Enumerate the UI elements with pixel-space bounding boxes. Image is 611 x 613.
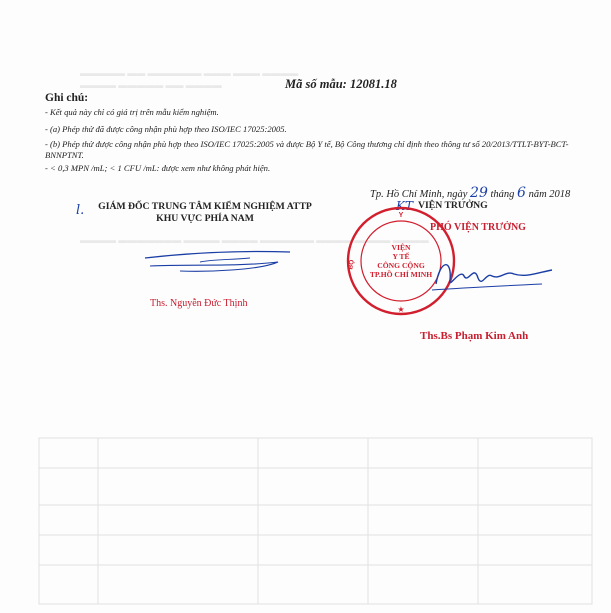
left-signature-mark: l. [76,203,85,218]
handwritten-month: 6 [517,185,526,201]
left-title-line1: GIÁM ĐỐC TRUNG TÂM KIỂM NGHIỆM ATTP [98,201,312,212]
note-item: - (b) Phép thử được công nhận phù hợp theo ISO/IEC 17025:2005 và được Bộ Y tế, Bộ Công thương chỉ định theo thông tư số 20/2013/TTLT-BYT-BCT-BNNPTNT. [45,139,569,160]
right-signature-graphic [430,250,560,300]
bleed-through-text: ▬▬▬▬ ▬▬▬▬▬▬▬ ▬▬▬▬ ▬▬▬▬ ▬▬▬▬▬▬ ▬▬▬▬ ▬▬▬▬ ▬▬▬▬ [80,235,429,245]
notes-title: Ghi chú: [45,92,89,104]
bleed-through-text: ▬▬▬▬▬ ▬▬ ▬▬▬▬▬▬ ▬▬▬ ▬▬▬ ▬▬▬▬ [80,68,299,78]
place-date-year: năm 2018 [528,189,571,200]
stamp-text [363,243,439,279]
note-item: - (a) Phép thử đã được công nhận phù hợp theo ISO/IEC 17025:2005. [45,124,287,134]
note-item: - < 0,3 MPN /mL; < 1 CFU /mL: được xem như không phát hiện. [45,163,271,173]
right-signature-title: VIỆN TRƯỞNG [418,200,488,211]
stamp-top-letter: Y [398,212,404,219]
note-item: - Kết quả này chỉ có giá trị trên mẫu kiểm nghiệm. [45,107,219,117]
left-signature-title [80,201,330,225]
stamp-line: Y TẾ [392,252,410,261]
stamp-line: TP.HỒ CHÍ MINH [369,270,433,279]
left-signature-graphic [140,240,300,280]
place-date-month-label: tháng [490,189,515,200]
bleed-through-table [38,420,593,605]
stamp-side-text: BỘ [347,259,356,271]
place-date-prefix: Tp. Hồ Chí Minh, ngày [370,189,468,200]
right-signature-mark: KT. [396,199,416,213]
right-signer-name: Ths.Bs Phạm Kim Anh [420,330,529,342]
left-title-line2: KHU VỰC PHÍA NAM [156,213,254,224]
deputy-title: PHÓ VIỆN TRƯỞNG [430,222,526,233]
stamp-line: CÔNG CỘNG [377,261,425,270]
left-signer-name: Ths. Nguyễn Đức Thịnh [150,298,248,309]
stamp-star-icon: ★ [397,305,405,314]
handwritten-day: 29 [470,185,488,201]
bleed-through-text: ▬▬▬▬ ▬▬▬▬▬ ▬▬ ▬▬▬▬ [80,80,222,90]
sample-code: Mã số mẫu: 12081.18 [285,77,397,91]
stamp-line: VIỆN [391,243,411,252]
